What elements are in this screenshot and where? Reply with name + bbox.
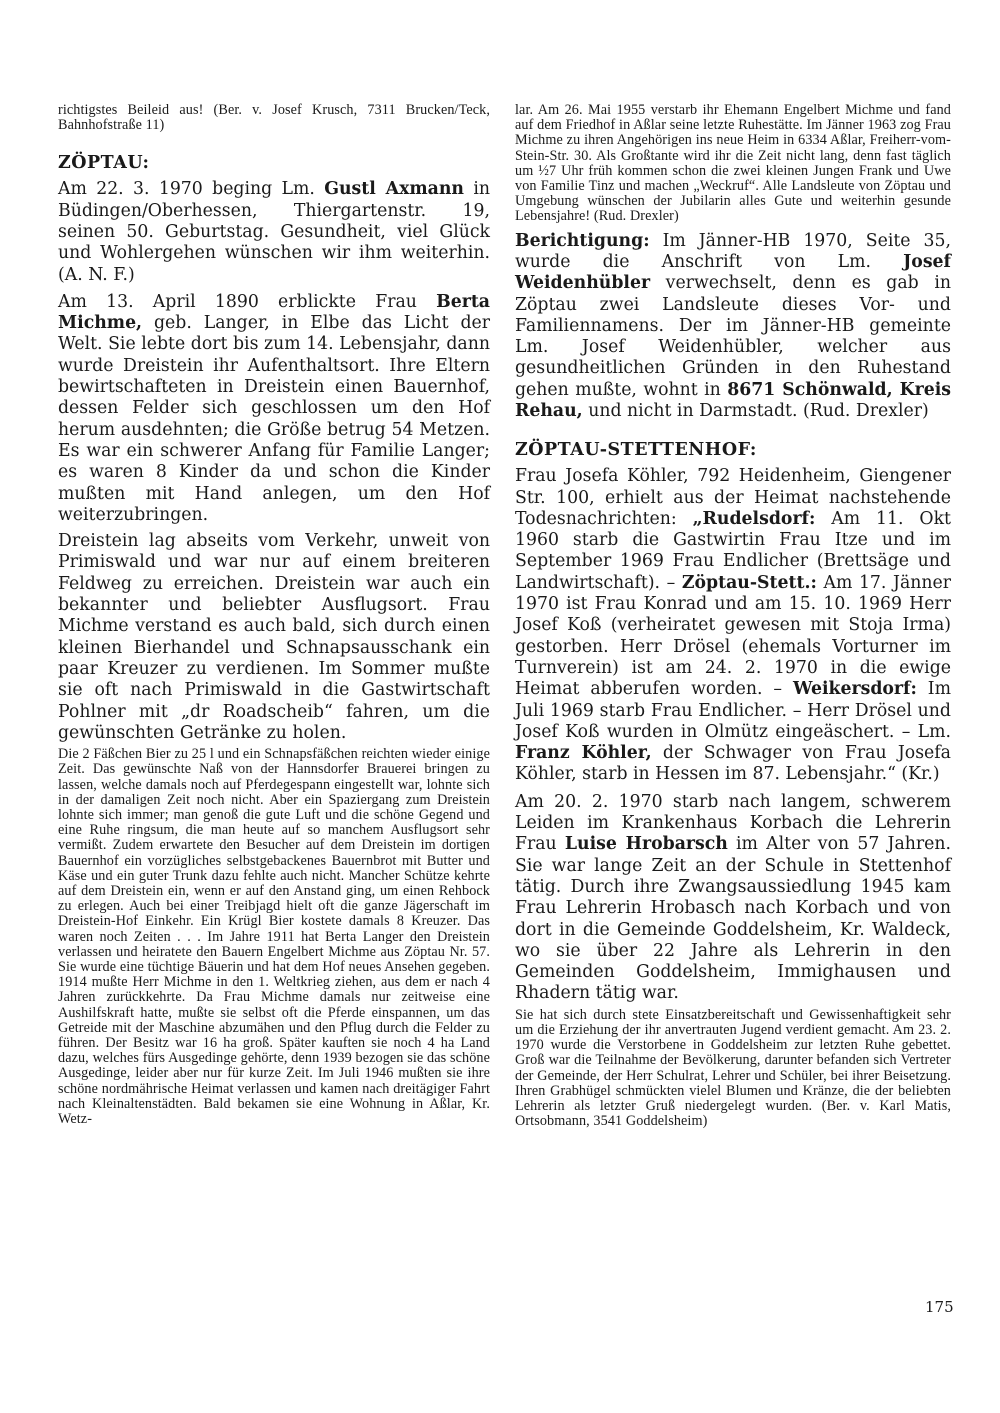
left-column (58, 103, 490, 1127)
right-column (515, 103, 951, 1129)
text: Am 22. 3. 1970 beging Lm. (58, 179, 325, 200)
obituaries-paragraph (515, 466, 951, 785)
hrobarsch-paragraph-1 (515, 792, 951, 1005)
correction-paragraph (515, 231, 951, 423)
page-number: 175 (925, 1298, 954, 1316)
text: Am 13. April 1890 erblickte Frau (58, 291, 437, 312)
birthday-paragraph (58, 179, 490, 285)
text: geb. Langer, in Elbe das Licht der Welt. Sie lebte dort bis zum 14. Lebensjahr, dann wurde Dreistein ihr Aufenthaltsort. Ihre Eltern bewirtschafteten in Dreistein einen Bauernhof, dessen Felder sich geschlossen um den Hof herum ausdehnten; die Größe betrug 54 Metzen. Es war ein schwerer Anfang für Familie Langer; es waren 8 Kinder da und schon die Kinder mußten mit Hand anlegen, um den Hof weiterzubringen. (58, 313, 490, 525)
address: 8671 Schönwald, Kreis Rehau, (515, 379, 951, 421)
section-heading-zoeptau: ZÖPTAU: (58, 153, 150, 174)
text: in Büdingen/Oberhessen, Thiergartenstr. 19, seinen 50. Geburtstag. Gesundheit, viel Glück und Wohlergehen wünschen wir ihm weiterhin. (A. N. F.) (58, 179, 490, 285)
michme-paragraph-1 (58, 292, 490, 526)
text: Am 17. Jänner 1970 ist Frau Konrad und am 15. 10. 1969 Herr Josef Koß (verheiratet gewesen mit Stoja Irma) gestorben. Herr Drösel (ehemals Vorturner im Turnverein) ist am 24. 2. 1970 in die ewige Heimat abberufen worden. – (515, 572, 952, 700)
text: Frau Josefa Köhler, 792 Heidenheim, Giengener Str. 100, erhielt aus der Heimat nachstehende Todesnachrichten: (515, 466, 951, 529)
person-name: Josef Weidenhübler (515, 251, 951, 294)
text: und nicht in Darmstadt. (Rud. Drexler) (582, 401, 929, 421)
intro-paragraph: richtigstes Beileid aus! (Ber. v. Josef Krusch, 7311 Brucken/Teck, Bahnhofstraße 11) (58, 102, 490, 134)
text: Am 20. 2. 1970 starb nach langem, schwerem Leiden im Krankenhaus Korbach die Lehrerin Frau (515, 791, 951, 855)
text: der Schwager von Frau Josefa Köhler, starb in Hessen im 87. Lebensjahr.“ (Kr.) (515, 743, 951, 785)
place-name: Weikersdorf: (792, 679, 917, 700)
text: Am 11. Okt 1960 starb die Gastwirtin Frau Itze und im September 1969 Frau Endlicher (Brettsäge und Landwirtschaft). – (515, 508, 951, 593)
michme-paragraph-3: Die 2 Fäßchen Bier zu 25 l und ein Schnapsfäßchen reichten wieder einige Zeit. Das gewünschte Naß von der Hannsdorfer Brauerei bringen zu lassen, welche damals noch auf Pferdegespann eingestellt war, lohnte sich in der damaligen Zeit noch nicht. Aber ein Spaziergang zum Dreistein lohnte sich immer; man genoß die gute Luft und die schöne Gegend und eine Ruhe ringsum, die man heute auf so manchem Ausflugsort sehr vermißt. Zudem erwartete den Besucher auf dem Dreistein im dortigen Bauernhof ein vorzügliches selbstgebackenes Bauernbrot mit Butter und Käse und ein guter Trunk dazu fehlte auch nicht. Mancher Schütze kehrte auf dem Dreistein ein, wenn er auf den Anstand ging, um einen Rehbock zu erlegen. Auch bei einer Treibjagd hielt oft die ganze Jägerschaft im Dreistein-Hof Einkehr. Ein Krügl Bier kostete damals 8 Kreuzer. Das waren noch Zeiten . . . Im Jahre 1911 hat Berta Langer den Dreistein verlassen und heiratete den Bauern Engelbert Michme aus Zöptau Nr. 57. Sie wurde eine tüchtige Bäuerin und hat dem Hof neues Ansehen gegeben. 1914 mußte Herr Michme in den 1. Weltkrieg ziehen, aus dem er nach 4 Jahren zurückkehrte. Da Frau Michme damals nur zeitweise eine Aushilfskraft hatte, mußte sie selbst oft die Pferde einspannen, um das Getreide mit der Maschine abzumähen und den Pflug durch die Felder zu führen. Der Besitz war 16 ha groß. Später kauften sie noch 4 ha Land dazu, welches fürs Ausgedinge gehörte, denn 1939 bezogen sie das schöne Ausgedinge, leider aber nur für kurze Zeit. Im Juli 1946 mußten sie ihre schöne nordmährische Heimat verlassen und kamen nach dreitägiger Fahrt nach Kleinaltenstädten. Bald bekamen sie eine Wohnung in Aßlar, Kr. Wetz- (58, 746, 490, 1127)
michme-paragraph-2: Dreistein lag abseits vom Verkehr, unweit von Primiswald und war nur auf einem breiteren Feldweg zu erreichen. Dreistein war auch ein bekannter und beliebter Ausflugsort. Frau Michme verstand es auch bald, sich durch einen kleinen Bierhandel und Schnapsausschank ein paar Kreuzer zu verdienen. Im Sommer mußte sie oft nach Primiswald in die Gastwirtschaft Pohlner mit „dr Roadscheib“ fahren, um die gewünschten Getränke zu holen. (58, 531, 490, 743)
person-name: Gustl Axmann (324, 179, 464, 200)
text: Im Juli 1969 starb Frau Endlicher. – Herr Drösel und Josef Koß wurden in Olmütz eingeäschert. – Lm. (515, 679, 951, 742)
person-name: Franz Köhler, (515, 743, 652, 764)
text: verwechselt, denn es gab in Zöptau zwei Landsleute dieses Vor- und Familiennamens. Der im Jänner-HB gemeinte Lm. Josef Weidenhübler, welcher aus gesundheitlichen Gründen in den Ruhestand gehen mußte, wohnt in (515, 273, 951, 400)
michme-paragraph-4: lar. Am 26. Mai 1955 verstarb ihr Ehemann Engelbert Michme und fand auf dem Friedhof in Aßlar seine letzte Ruhestätte. Im Jänner 1963 zog Frau Michme zu ihren Angehörigen ins neue Heim in 6334 Aßlar, Freiherr-vom-Stein-Str. 30. Als Großtante wird ihr die Zeit nicht lang, denn fast täglich um ½7 Uhr früh kommen schon die zwei kleinen Jungen Frank und Uwe von Familie Tinz und machen „Weckruf“. Alle Landsleute von Zöptau und Umgebung wünschen der Jubilarin alles Gute und weiterhin gesunde Lebensjahre! (Rud. Drexler) (515, 102, 951, 225)
place-name: Zöptau-Stett.: (681, 572, 817, 593)
text: Im Jänner-HB 1970, Seite 35, wurde die Anschrift von Lm. (515, 230, 951, 272)
correction-label: Berichtigung: (515, 230, 650, 251)
place-name: „Rudelsdorf: (692, 508, 816, 529)
text: im Alter von 57 Jahren. Sie war lange Zeit an der Schule in Stettenhof tätig. Durch ihre Zwangsaussiedlung 1945 kam Frau Lehrerin Hrobasch nach Korbach und von dort in die Gemeinde Goddelsheim, Kr. Waldeck, wo sie über 22 Jahre als Lehrerin in den Gemeinden Goddelsheim, Immighausen und Rhadern tätig war. (515, 834, 951, 1004)
person-name: Luise Hrobarsch (564, 834, 728, 855)
section-heading-stettenhof: ZÖPTAU-STETTENHOF: (515, 440, 757, 461)
hrobarsch-paragraph-2: Sie hat sich durch stete Einsatzbereitschaft und Gewissenhaftigkeit sehr um die Erziehung der ihr anvertrauten Jugend verdient gemacht. Am 23. 2. 1970 wurde die Verstorbene in Goddelsheim zur letzten Ruhe gebettet. Groß war die Teilnahme der Bevölkerung, darunter befanden sich Vertreter der Gemeinde, der Herr Schulrat, Lehrer und Schüler, bei ihrer Beisetzung. Ihren Grabhügel schmückten vielel Blumen und Kränze, die der beliebten Lehrerin als letzter Gruß niedergelegt wurden. (Ber. v. Karl Matis, Ortsobmann, 3541 Goddelsheim) (515, 1006, 951, 1130)
person-name: Berta Michme, (58, 291, 490, 334)
